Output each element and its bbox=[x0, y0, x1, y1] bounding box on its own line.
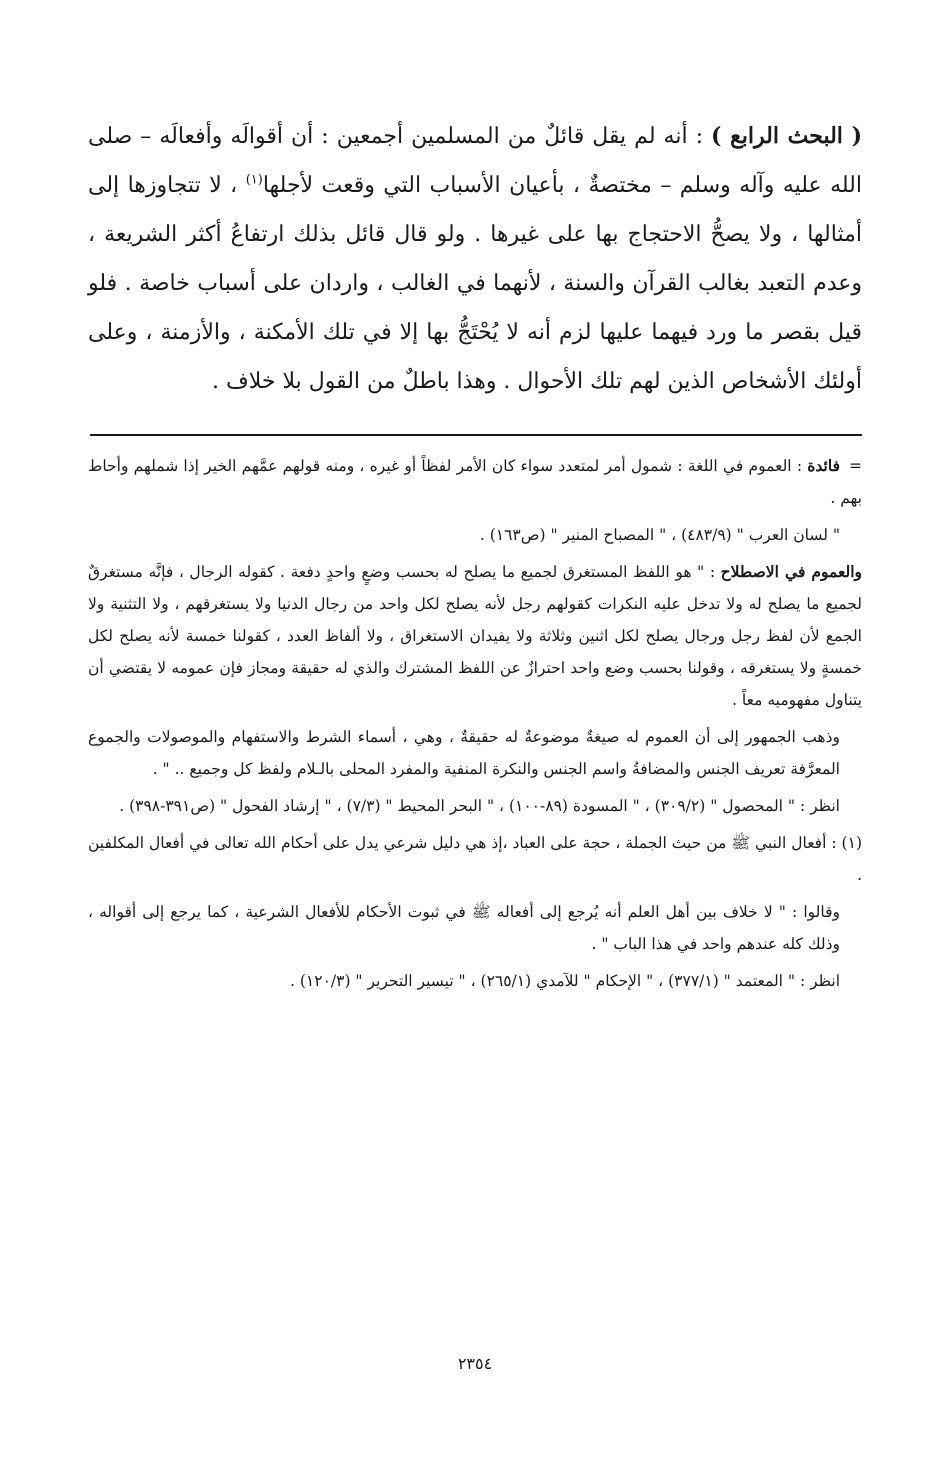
footnote-continuation-marker: = bbox=[849, 457, 862, 475]
faida-reference: " لسان العرب " (٤٨٣/٩) ، " المصباح المنير " (ص١٦٣) . bbox=[479, 526, 840, 544]
page-number: ٢٣٥٤ bbox=[457, 1354, 493, 1373]
footnote-1-reference: انظر : " المعتمد " (٣٧٧/١) ، " الإحكام " للآمدي (٢٦٥/١) ، " تيسير التحرير " (١٢٠/٣) . bbox=[290, 972, 840, 990]
footnote-1-text: : أفعال النبي ﷺ من حيث الجملة ، حجة على العباد ،إذ هي دليل شرعي يدل على أحكام الله تعالى في أفعال المكلفين . bbox=[88, 834, 862, 884]
footnote-1 bbox=[88, 827, 862, 891]
footnote-faida bbox=[88, 450, 862, 514]
footnotes bbox=[88, 450, 862, 997]
jumhur-reference: انظر : " المحصول " (٣٠٩/٢) ، " المسودة (٨٩-١٠٠) ، " البحر المحيط " (٧/٣) ، " إرشاد الفحول " (ص٣٩١-٣٩٨) . bbox=[119, 797, 840, 815]
footnote-separator bbox=[90, 434, 862, 436]
istilah-text: : " هو اللفظ المستغرق لجميع ما يصلح له بحسب وضعٍ واحدٍ دفعة . كقوله الرجال ، فإنَّه مستغرقٌ لجميع ما يصلح له ولا تدخل عليه النكرات كقولهم رجل لأنه يصلح لكل واحد من رجال الدنيا ولا يستغرقهم ، ولا التثنية ولا الجمع لأن لفظ رجل ورجال يصلح لكل اثنين وثلاثة ولا يفيدان الاستغراق ، ولا ألفاظ العدد ، كقولنا خمسة لأنه يصلح لكل خمسةٍ ولا يستغرقه ، وقولنا بحسب وضع واحد احترازٌ عن اللفظ المشترك والذي له حقيقة ومجاز فإن عمومه لا يقتضي أن يتناول مفهوميه معاً . bbox=[88, 563, 862, 709]
footnote-1-quote: وقالوا : " لا خلاف بين أهل العلم أنه يُرجع إلى أفعاله ﷺ في ثبوت الأحكام للأفعال الشرعية ، كما يرجع إلى أقواله ، وذلك كله عندهم واحد في هذا الباب " . bbox=[88, 903, 840, 953]
jumhur-text: وذهب الجمهور إلى أن العموم له صيغةٌ موضوعةٌ له حقيقةٌ ، وهي ، أسماء الشرط والاستفهام والموصولات والجموع المعرَّفة تعريف الجنس والمضافةُ واسم الجنس والنكرة المنفية والمفرد المحلى بالـلام ولفظ كل وجميع .. " . bbox=[88, 728, 840, 778]
faida-text: : العموم في اللغة : شمول أمر لمتعدد سواء كان الأمر لفظاً أو غيره ، ومنه قولهم عمَّهم الخير إذا شملهم وأحاط بهم . bbox=[88, 457, 862, 507]
main-text-part-2: ، لا تتجاوزها إلى أمثالها ، ولا يصحُّ الاحتجاج بها على غيرها . ولو قال قائل بذلك ارتفاعُ أكثر الشريعة ، وعدم التعبد بغالب القرآن والسنة ، لأنهما في الغالب ، واردان على أسباب خاصة . فلو قيل بقصر ما ورد فيهما عليها لزم أنه لا يُحْتَجُّ بها إلا في تلك الأمكنة ، والأزمنة ، وعلى أولئك الأشخاص الذين لهم تلك الأحوال . وهذا باطلٌ من القول بلا خلاف . bbox=[88, 173, 862, 394]
section-heading: ( البحث الرابع ) bbox=[711, 123, 862, 149]
footnote-reference: (١) bbox=[245, 172, 263, 188]
faida-term: فائدة bbox=[807, 456, 840, 475]
main-text bbox=[88, 112, 862, 406]
main-paragraph bbox=[88, 112, 862, 406]
footnote-istilah bbox=[88, 556, 862, 716]
footnote-1-marker: (١) bbox=[841, 834, 862, 852]
page-body bbox=[88, 112, 862, 1002]
istilah-term: والعموم في الاصطلاح bbox=[720, 562, 862, 581]
main-text-part-1: : أنه لم يقل قائلٌ من المسلمين أجمعين : أن أقوالَه وأفعالَه – صلى الله عليه وآله وسلم – مختصةٌ ، بأعيان الأسباب التي وقعت لأجلها bbox=[88, 124, 862, 198]
